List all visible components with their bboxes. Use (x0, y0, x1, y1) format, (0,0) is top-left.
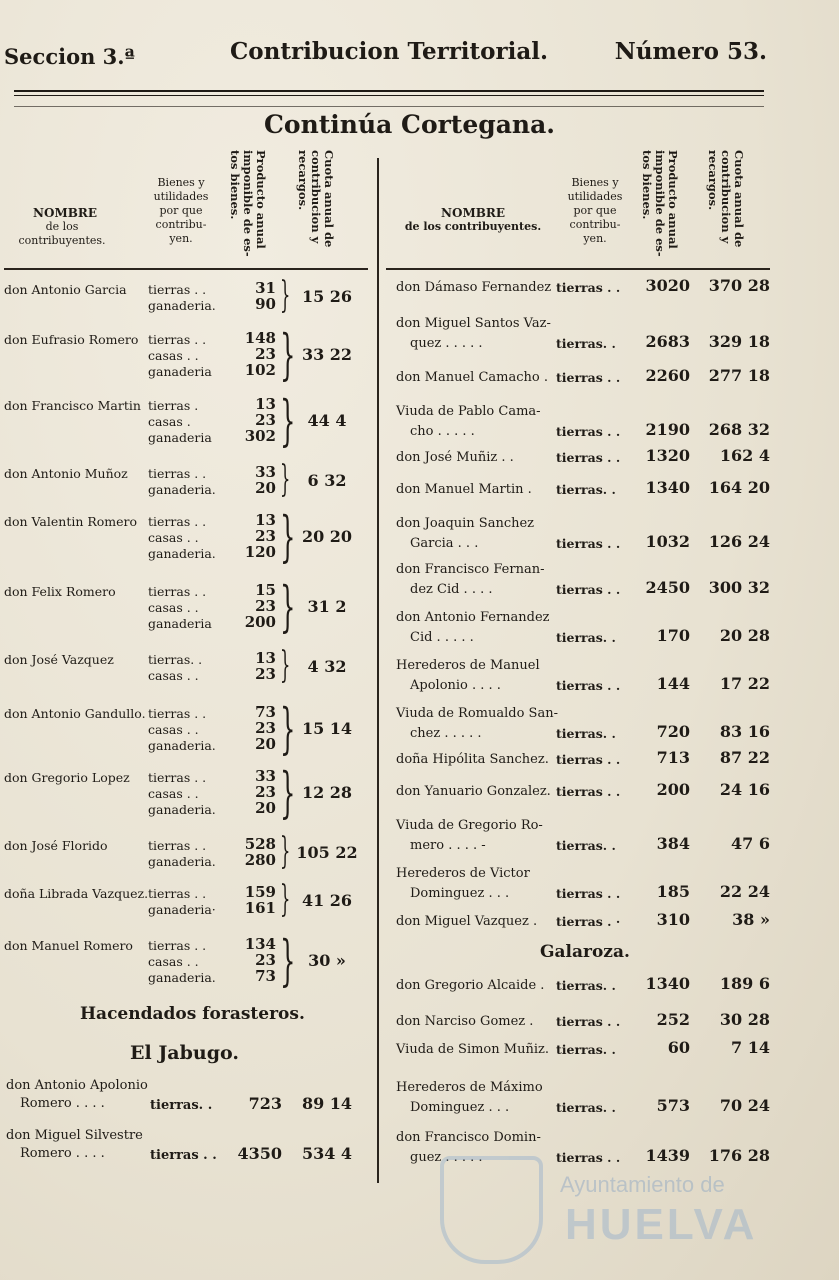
quota-value: 164 20 (708, 478, 770, 497)
product-value: 144 (656, 674, 690, 693)
goods-type: tierras . . (148, 770, 207, 785)
product-value: 723 (248, 1094, 282, 1113)
goods-type: tierras . . (150, 1148, 217, 1163)
product-value: 23 (255, 783, 276, 801)
quota-value: 176 28 (708, 1146, 770, 1165)
product-value: 2190 (645, 420, 690, 439)
contributor-name: doña Librada Vazquez. (4, 886, 149, 901)
product-value: 13 (255, 511, 276, 529)
quota-value: 189 6 (719, 974, 770, 993)
goods-type: ganaderia. (148, 298, 216, 313)
product-value: 384 (656, 834, 690, 853)
goods-type: tierras . . (148, 584, 207, 599)
quota-value: 329 18 (708, 332, 770, 351)
goods-type: tierras . . (556, 280, 621, 295)
goods-type: tierras . . (148, 466, 207, 481)
page-title: Contribucion Territorial. (230, 38, 549, 65)
goods-type: tierras . . (148, 332, 207, 347)
watermark-line2: HUELVA (565, 1200, 758, 1249)
contributor-name: don Francisco Martin (4, 398, 141, 413)
contributor-name: don José Muñiz . . (396, 450, 514, 465)
product-value: 134 (244, 935, 276, 953)
goods-type: tierras . (148, 398, 199, 413)
contributor-name-cont: dez Cid . . . . (410, 582, 493, 597)
contributor-name: don Joaquin Sanchez (396, 516, 535, 531)
quota-value: 15 14 (301, 719, 353, 738)
brace-icon: } (280, 831, 291, 872)
right-header-rule (386, 268, 770, 270)
contributor-name-cont: quez . . . . . (410, 336, 483, 351)
quota-value: 70 24 (719, 1096, 770, 1115)
goods-type: casas . (148, 414, 191, 429)
product-value: 170 (656, 626, 690, 645)
product-value: 185 (656, 882, 690, 901)
goods-type: tierras. . (556, 336, 616, 351)
product-value: 1032 (645, 532, 690, 551)
seal-icon (440, 1156, 543, 1264)
header-name-line1: NOMBRE (33, 206, 97, 220)
contributor-name: don Antonio Gandullo. (4, 706, 146, 721)
quota-value: 87 22 (719, 748, 770, 767)
goods-type: tierras. . (556, 630, 616, 645)
contributor-name-cont: Dominguez . . . (410, 886, 510, 901)
contributor-name: don Miguel Vazquez . (396, 914, 538, 929)
quota-value: 15 26 (301, 287, 353, 306)
goods-type: tierras . . (148, 938, 207, 953)
product-value: 720 (656, 722, 690, 741)
goods-type: tierras . . (556, 1014, 621, 1029)
product-value: 23 (255, 665, 276, 683)
goods-type: tierras . . (556, 424, 621, 439)
contributor-name: don Francisco Domin- (396, 1130, 541, 1145)
goods-type: casas . . (148, 954, 199, 969)
product-value: 20 (255, 799, 276, 817)
goods-type: ganaderia. (148, 802, 216, 817)
contributor-name-cont: Garcia . . . (410, 536, 479, 551)
contributor-name-cont: Cid . . . . . (410, 630, 474, 645)
contributor-name: don Manuel Romero (4, 938, 133, 953)
contributor-name: don Antonio Garcia (4, 282, 127, 297)
product-value: 2260 (645, 366, 690, 385)
product-value: 2683 (645, 332, 690, 351)
contributor-name-cont: Apolonio . . . . (410, 678, 501, 693)
goods-type: ganaderia. (148, 482, 216, 497)
brace-icon: } (280, 761, 296, 824)
quota-value: 89 14 (301, 1094, 353, 1113)
brace-icon: } (280, 459, 291, 500)
header-name-line1: NOMBRE (441, 206, 505, 220)
product-value: 90 (255, 295, 276, 313)
header-goods-line: contribu- (569, 218, 621, 231)
product-value: 161 (244, 899, 276, 917)
product-value: 13 (255, 395, 276, 413)
right-header-goods (560, 176, 630, 246)
goods-type: tierras. . (150, 1098, 213, 1113)
goods-type: tierras. . (556, 726, 616, 741)
product-value: 23 (255, 345, 276, 363)
product-value: 3020 (645, 276, 690, 295)
goods-type: ganaderia. (148, 854, 216, 869)
contributor-name: don José Vazquez (4, 652, 114, 667)
quota-value: 83 16 (719, 722, 770, 741)
watermark-stamp (440, 1150, 820, 1260)
goods-type: tierras . . (556, 678, 621, 693)
goods-type: tierras . . (556, 582, 621, 597)
product-value: 23 (255, 411, 276, 429)
contributor-name: Herederos de Máximo (396, 1080, 543, 1095)
quota-value: 17 22 (719, 674, 770, 693)
product-value: 60 (667, 1038, 690, 1057)
quota-value: 277 18 (708, 366, 770, 385)
contributor-name: don Dámaso Fernandez (396, 280, 552, 295)
header-goods-line: por que (159, 204, 203, 217)
quota-value: 33 22 (301, 345, 353, 364)
product-value: 573 (656, 1096, 690, 1115)
goods-type: casas . . (148, 600, 199, 615)
goods-type: tierras. . (556, 978, 616, 993)
section-heading-galaroza: Galaroza. (540, 942, 630, 962)
contributor-name: don Antonio Fernandez (396, 610, 550, 625)
product-value: 148 (244, 329, 276, 347)
header-goods-line: utilidades (153, 190, 209, 203)
goods-type: casas . . (148, 348, 199, 363)
section-heading-forasteros: Hacendados forasteros. (80, 1004, 305, 1024)
left-header-product: Producto anual imponible de es-tos bienes. (228, 150, 268, 257)
goods-type: ganaderia (148, 616, 212, 631)
goods-type: ganaderia (148, 364, 212, 379)
goods-type: tierras. . (556, 1042, 616, 1057)
goods-type: tierras. . (556, 838, 616, 853)
contributor-name: don Valentin Romero (4, 514, 138, 529)
contributor-name: Herederos de Manuel (396, 658, 540, 673)
product-value: 13 (255, 649, 276, 667)
quota-value: 44 4 (307, 411, 347, 430)
goods-type: tierras . . (556, 450, 621, 465)
product-value: 1439 (645, 1146, 690, 1165)
product-value: 73 (255, 703, 276, 721)
section-heading-jabugo: El Jabugo. (130, 1042, 239, 1064)
subtitle: Continúa Cortegana. (264, 110, 556, 139)
quota-value: 126 24 (708, 532, 770, 551)
goods-type: tierras . . (556, 1150, 621, 1165)
header-goods-line: por que (573, 204, 617, 217)
contributor-name: doña Hipólita Sanchez. (396, 752, 549, 767)
header-goods-line: utilidades (567, 190, 623, 203)
brace-icon: } (280, 697, 296, 760)
contributor-name: Viuda de Gregorio Ro- (396, 818, 543, 833)
header-goods-line: yen. (169, 232, 193, 245)
product-value: 23 (255, 951, 276, 969)
left-header-goods (146, 176, 216, 246)
quota-value: 47 6 (731, 834, 770, 853)
goods-type: tierras . . (556, 752, 621, 767)
contributor-name: Viuda de Pablo Cama- (396, 404, 541, 419)
brace-icon: } (280, 645, 291, 686)
brace-icon: } (280, 275, 291, 316)
contributor-name: don José Florido (4, 838, 108, 853)
contributor-name: don Manuel Martin . (396, 482, 532, 497)
goods-type: ganaderia. (148, 546, 216, 561)
goods-type: tierras . . (556, 370, 621, 385)
product-value: 200 (244, 613, 276, 631)
brace-icon: } (280, 505, 296, 568)
contributor-name-cont: cho . . . . . (410, 424, 475, 439)
goods-type: ganaderia. (148, 970, 216, 985)
contributor-name: Viuda de Simon Muñiz. (396, 1042, 549, 1057)
header-name-line2: de los contribuyentes. (18, 220, 106, 247)
product-value: 23 (255, 527, 276, 545)
product-value: 120 (244, 543, 276, 561)
product-value: 713 (656, 748, 690, 767)
quota-value: 534 4 (301, 1144, 353, 1163)
product-value: 200 (656, 780, 690, 799)
quota-value: 30 » (308, 951, 346, 970)
brace-icon: } (280, 389, 296, 452)
contributor-name: don Antonio Muñoz (4, 466, 128, 481)
page-number: Número 53. (614, 38, 767, 65)
product-value: 23 (255, 597, 276, 615)
quota-value: 31 2 (307, 597, 347, 616)
contributor-name-cont: guez . . . . . (410, 1150, 483, 1165)
goods-type: tierras . . (148, 886, 207, 901)
contributor-name: Viuda de Romualdo San- (396, 706, 558, 721)
product-value: 310 (656, 910, 690, 929)
contributor-name: don Felix Romero (4, 584, 116, 599)
quota-value: 6 32 (307, 471, 347, 490)
product-value: 302 (244, 427, 276, 445)
quota-value: 20 28 (719, 626, 770, 645)
header-rule-thin (14, 95, 764, 96)
quota-value: 20 20 (301, 527, 353, 546)
quota-value: 4 32 (307, 657, 347, 676)
header-goods-line: Bienes y (157, 176, 205, 189)
product-value: 528 (244, 835, 276, 853)
quota-value: 162 4 (719, 446, 770, 465)
contributor-name-cont: mero . . . . - (410, 838, 486, 853)
goods-type: tierras . · (556, 914, 621, 929)
header-goods-line: yen. (583, 232, 607, 245)
quota-value: 38 » (732, 910, 770, 929)
goods-type: tierras . . (556, 886, 621, 901)
contributor-name: Herederos de Victor (396, 866, 530, 881)
product-value: 31 (255, 279, 276, 297)
quota-value: 22 24 (719, 882, 770, 901)
left-header-rule (4, 268, 368, 270)
header-name-line2: de los contribuyentes. (404, 220, 542, 233)
left-header-name (10, 206, 120, 248)
contributor-name: don Eufrasio Romero (4, 332, 139, 347)
quota-value: 370 28 (708, 276, 770, 295)
goods-type: casas . . (148, 668, 199, 683)
contributor-name-cont: chez . . . . . (410, 726, 482, 741)
quota-value: 268 32 (708, 420, 770, 439)
contributor-name: don Gregorio Lopez (4, 770, 130, 785)
goods-type: ganaderia (148, 430, 212, 445)
quota-value: 300 32 (708, 578, 770, 597)
product-value: 20 (255, 735, 276, 753)
product-value: 20 (255, 479, 276, 497)
goods-type: casas . . (148, 530, 199, 545)
quota-value: 41 26 (301, 891, 353, 910)
product-value: 33 (255, 767, 276, 785)
goods-type: tierras . . (556, 536, 621, 551)
goods-type: ganaderia. (148, 738, 216, 753)
brace-icon: } (280, 879, 291, 920)
product-value: 280 (244, 851, 276, 869)
product-value: 102 (244, 361, 276, 379)
quota-value: 30 28 (719, 1010, 770, 1029)
contributor-name-cont: Romero . . . . (20, 1146, 105, 1161)
contributor-name-cont: Dominguez . . . (410, 1100, 510, 1115)
left-header-quota: Cuota anual de contribucion y recargos. (296, 150, 336, 248)
right-header-quota: Cuota anual de contribucion y recargos. (706, 150, 746, 248)
product-value: 252 (656, 1010, 690, 1029)
quota-value: 24 16 (719, 780, 770, 799)
contributor-name: don Gregorio Alcaide . (396, 978, 545, 993)
goods-type: tierras . . (148, 706, 207, 721)
product-value: 73 (255, 967, 276, 985)
product-value: 2450 (645, 578, 690, 597)
goods-type: tierras . . (148, 514, 207, 529)
column-separator (377, 158, 379, 1183)
right-header-product: Producto anual imponible de es-tos bienes. (640, 150, 680, 257)
contributor-name: don Antonio Apolonio (6, 1078, 148, 1093)
goods-type: casas . . (148, 722, 199, 737)
header-rule (14, 90, 764, 92)
product-value: 1340 (645, 974, 690, 993)
product-value: 33 (255, 463, 276, 481)
goods-type: tierras. . (148, 652, 203, 667)
right-header-name (398, 206, 548, 234)
section-label: Seccion 3.ª (4, 44, 135, 69)
header-rule-faint (14, 106, 764, 107)
quota-value: 105 22 (296, 843, 358, 862)
product-value: 15 (255, 581, 276, 599)
header-goods-line: Bienes y (571, 176, 619, 189)
product-value: 1340 (645, 478, 690, 497)
contributor-name: don Miguel Silvestre (6, 1128, 143, 1143)
product-value: 1320 (645, 446, 690, 465)
brace-icon: } (280, 575, 296, 638)
goods-type: tierras . . (148, 282, 207, 297)
brace-icon: } (280, 929, 296, 992)
contributor-name: don Francisco Fernan- (396, 562, 545, 577)
watermark-line1: Ayuntamiento de (560, 1172, 725, 1197)
header-goods-line: contribu- (155, 218, 207, 231)
product-value: 23 (255, 719, 276, 737)
contributor-name: don Manuel Camacho . (396, 370, 548, 385)
contributor-name: don Narciso Gomez . (396, 1014, 534, 1029)
quota-value: 12 28 (301, 783, 353, 802)
product-value: 4350 (237, 1144, 282, 1163)
goods-type: tierras. . (556, 1100, 616, 1115)
contributor-name: don Miguel Santos Vaz- (396, 316, 551, 331)
brace-icon: } (280, 323, 296, 386)
goods-type: ganaderia· (148, 902, 216, 917)
goods-type: tierras . . (556, 784, 621, 799)
product-value: 159 (244, 883, 276, 901)
quota-value: 7 14 (731, 1038, 770, 1057)
goods-type: tierras. . (556, 482, 616, 497)
goods-type: casas . . (148, 786, 199, 801)
contributor-name: don Yanuario Gonzalez. (396, 784, 551, 799)
goods-type: tierras . . (148, 838, 207, 853)
contributor-name-cont: Romero . . . . (20, 1096, 105, 1111)
